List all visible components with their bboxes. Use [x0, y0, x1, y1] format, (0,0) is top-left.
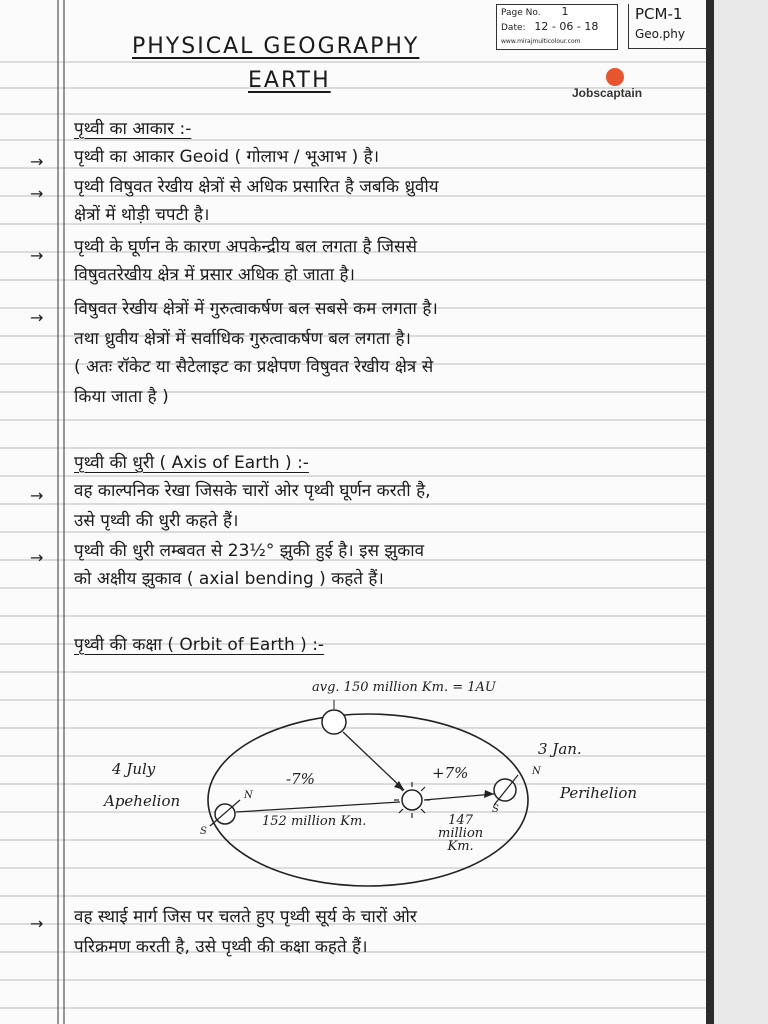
aphelion-label: Apehelion	[104, 792, 181, 810]
note-line: ( अतः रॉकेट या सैटेलाइट का प्रक्षेपण विषुवत रेखीय क्षेत्र से	[74, 357, 434, 377]
near-distance-line: Km.	[447, 839, 474, 854]
earth-perihelion-icon	[494, 775, 518, 805]
orbit-ellipse	[208, 714, 528, 886]
note-line: वह स्थाई मार्ग जिस पर चलते हुए पृथ्वी सूर्य के चारों ओर	[74, 907, 417, 927]
date-value: 12 - 06 - 18	[534, 20, 599, 33]
south-label-left: S	[200, 826, 207, 837]
note-line: परिक्रमण करती है, उसे पृथ्वी की कक्षा कहते हैं।	[74, 937, 368, 957]
note-line: तथा ध्रुवीय क्षेत्रों में सर्वाधिक गुरुत्वाकर्षण बल लगता है।	[74, 329, 411, 349]
near-distance-line: 147	[448, 813, 473, 828]
page-no-value: 1	[561, 5, 569, 18]
note-line: विषुवत रेखीय क्षेत्रों में गुरुत्वाकर्षण बल सबसे कम लगता है।	[74, 299, 438, 319]
note-line: क्षेत्रों में थोड़ी चपटी है।	[74, 205, 210, 225]
code-line-1: PCM-1	[635, 5, 683, 23]
note-line: को अक्षीय झुकाव ( axial bending ) कहते हैं।	[74, 569, 384, 589]
note-line: पृथ्वी विषुवत रेखीय क्षेत्रों से अधिक प्रसारित है जबकि ध्रुवीय	[74, 177, 439, 197]
july-label: 4 July	[112, 760, 156, 778]
north-label-right: N	[532, 766, 541, 777]
near-distance-line: million	[438, 826, 484, 841]
jan-label: 3 Jan.	[538, 740, 582, 758]
arrow-icon: →	[30, 308, 44, 327]
note-line: पृथ्वी का आकार Geoid ( गोलाभ / भूआभ ) है।	[74, 147, 380, 167]
perihelion-label: Perihelion	[560, 784, 638, 802]
aphelion-distance-line	[236, 802, 400, 812]
earth-aphelion-icon	[210, 800, 240, 826]
minus-percent-label: -7%	[286, 770, 315, 788]
date-label: Date:	[501, 23, 526, 33]
section-heading-axis: पृथ्वी की धुरी ( Axis of Earth ) :-	[74, 453, 309, 473]
plus-percent-label: +7%	[432, 764, 469, 782]
earth-sun-line	[343, 732, 404, 790]
note-line: विषुवतरेखीय क्षेत्र में प्रसार अधिक हो जाता है।	[74, 265, 355, 285]
arrowhead-icon	[484, 790, 494, 798]
note-line: वह काल्पनिक रेखा जिसके चारों ओर पृथ्वी घूर्णन करती है,	[74, 481, 431, 501]
arrow-icon: →	[30, 914, 44, 933]
north-label-left: N	[244, 790, 253, 801]
arrow-icon: →	[30, 548, 44, 567]
perihelion-distance-line	[424, 794, 494, 800]
note-line: पृथ्वी की धुरी लम्बवत से 23½° झुकी हुई है। इस झुकाव	[74, 541, 425, 561]
page-title: PHYSICAL GEOGRAPHY	[132, 34, 420, 59]
section-heading-orbit: पृथ्वी की कक्षा ( Orbit of Earth ) :-	[74, 635, 325, 655]
page-no-label: Page No.	[501, 8, 541, 18]
near-distance-label	[438, 814, 483, 853]
far-distance-label: 152 million Km.	[262, 814, 367, 829]
note-line: उसे पृथ्वी की धुरी कहते हैं।	[74, 511, 239, 531]
watermark-text: Jobscaptain	[572, 86, 643, 100]
arrow-icon: →	[30, 152, 44, 171]
avg-distance-label: avg. 150 million Km. = 1AU	[312, 680, 496, 695]
note-line: किया जाता है )	[74, 387, 169, 407]
south-label-right: S	[492, 804, 499, 815]
note-line: पृथ्वी के घूर्णन के कारण अपकेन्द्रीय बल लगता है जिससे	[74, 237, 417, 257]
page-subtitle: EARTH	[248, 68, 331, 93]
earth-top-icon	[322, 710, 346, 734]
arrow-icon: →	[30, 184, 44, 203]
arrow-icon: →	[30, 486, 44, 505]
code-line-2: Geo.phy	[635, 27, 685, 41]
arrow-icon: →	[30, 246, 44, 265]
section-heading-shape: पृथ्वी का आकार :-	[74, 119, 192, 139]
site-text: www.mirajmulticolour.com	[501, 38, 581, 45]
